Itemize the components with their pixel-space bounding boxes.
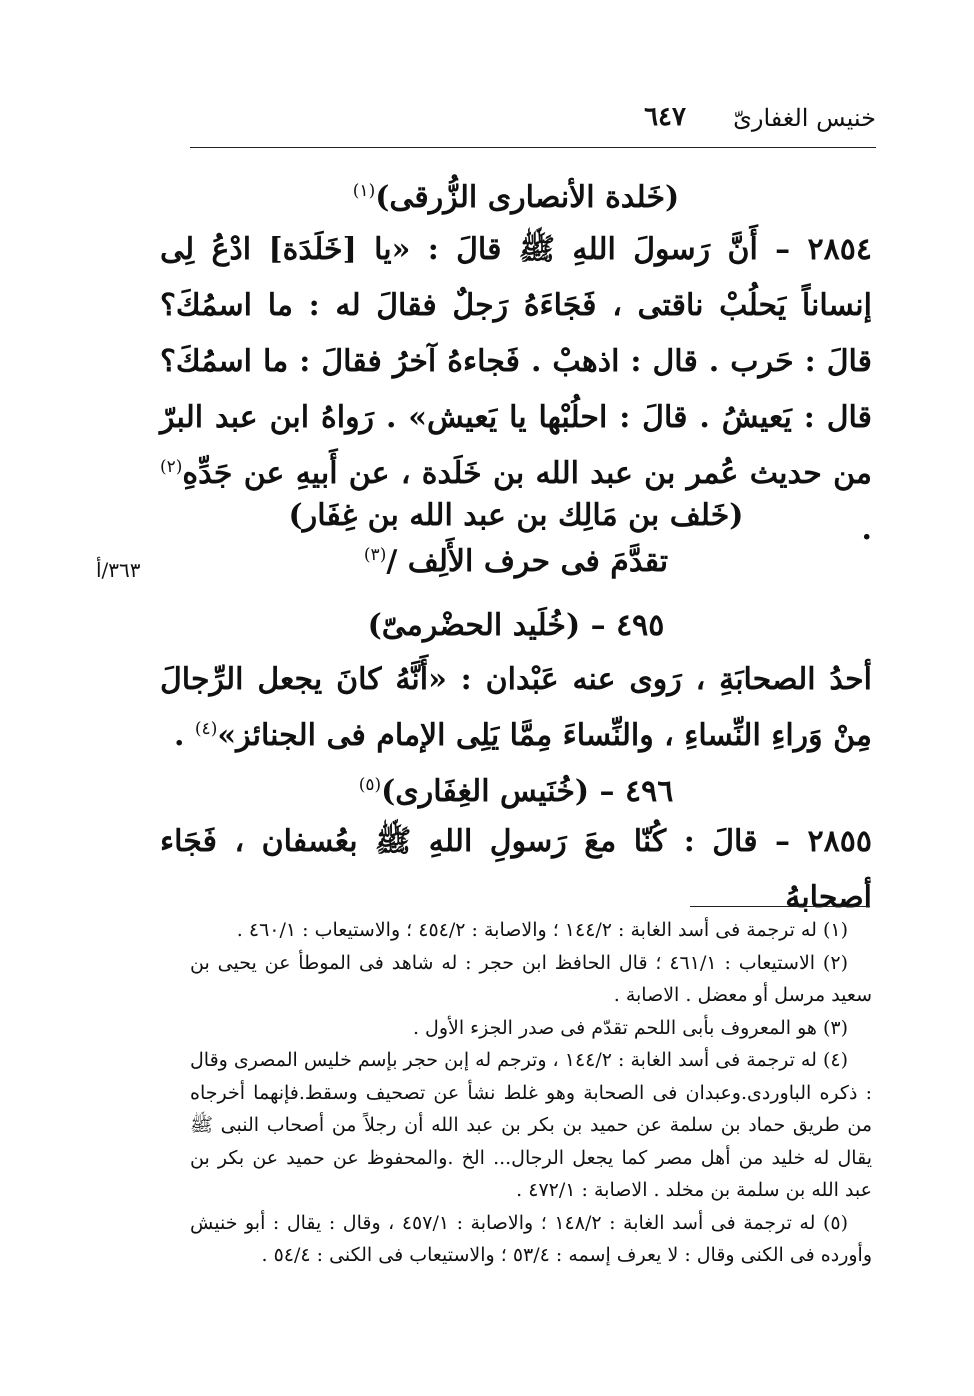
- entry-title: (خَلدة الأنصارى الزُّرقى): [375, 180, 680, 215]
- biography-paragraph-khulayd: [160, 652, 872, 764]
- running-title: خنيس الغفارىّ: [733, 104, 876, 132]
- cross-reference-line: [160, 540, 872, 584]
- entry-heading-khalaf: [160, 494, 872, 538]
- footnote-2: (٢) الاستيعاب : ٤٦١/١ ؛ قال الحافظ ابن حجر : له شاهد فى الموطأ عن يحيى بن سعيد مرسل أو معضل . الاصابة .: [190, 951, 872, 1006]
- hadith-text: – قالَ : كُنّا معَ رَسولِ اللهِ ﷺ بعُسفان ، فَجَاء أصحابهُ: [160, 824, 872, 915]
- footnote-ref: (٤): [194, 719, 218, 739]
- hadith-text: – أَنَّ رَسولَ اللهِ ﷺ قالَ : «يا [خَلَدَة] ادْعُ لِى إنساناً يَحلُبْ ناقتى ، فَجَاءَهُ رَجلٌ فقالَ له : ما اسمُكَ؟ قالَ : حَرب . قال : اذهبْ . فَجاءهُ آخرُ فقالَ : ما اسمُكَ؟ قال : يَعيشُ . قالَ : احلُبْها يا يَعيش» . رَواهُ ابن عبد البرّ من حديث عُمر بن عبد الله بن خَلَدة ، عن أَبيهِ عن جَدِّهِ: [160, 232, 872, 491]
- hadith-paragraph-2855: [160, 814, 872, 926]
- punctuation: .: [174, 718, 195, 753]
- entry-title: ٤٩٥ – (خُلَيد الحضْرمىّ): [367, 608, 665, 643]
- hadith-number: ٢٨٥٤: [807, 232, 872, 267]
- page-header: [190, 100, 876, 140]
- footnote-ref: (٥): [358, 775, 382, 795]
- entry-title: ٤٩٦ – (خُنَيس الغِفَارى): [381, 774, 674, 809]
- footnote-5: (٥) له ترجمة فى أسد الغابة : ١٤٨/٢ ؛ والاصابة : ٤٥٧/١ ، وقال : يقال : أبو خنيش وأورده فى الكنى وقال : لا يعرف إسمه : ٥٣/٤ ؛ والاستيعاب فى الكنى : ٥٤/٤ .: [190, 1211, 872, 1266]
- footnote-rule: [690, 906, 870, 907]
- footnote-4: (٤) له ترجمة فى أسد الغابة : ١٤٤/٢ ، وترجم له إبن حجر بإسم خليس المصرى وقال : ذكره الباوردى.وعبدان فى الصحابة وهو غلط نشأ عن تصحيف وسقط.فإنهما أخرجاه من طريق حماد بن سلمة عن حميد بن بكر بن عبد الله أن رجلاً من أصحاب النبى ﷺ يقال له خليد من أهل مصر كما يجعل الرجال... الخ .والمحفوظ عن حميد عن بكر بن عبد الله بن سلمة بن مخلد . الاصابة : ٤٧٢/١ .: [190, 1049, 872, 1201]
- header-rule: [190, 147, 876, 148]
- entry-heading-khunays: [160, 770, 872, 814]
- entry-heading-khalda: [160, 176, 872, 220]
- entry-title: (خَلف بن مَالِك بن عبد الله بن غِفَار): [288, 498, 744, 533]
- punctuation: .: [861, 512, 872, 547]
- footnote-3: (٣) هو المعروف بأبى اللحم تقدّم فى صدر الجزء الأول .: [412, 1016, 848, 1039]
- manuscript-folio-note: ٣٦٣/أ: [96, 558, 141, 582]
- entry-heading-khulayd: [160, 604, 872, 648]
- cross-reference-text: تقدَّمَ فى حرف الأَلِف /: [386, 544, 669, 579]
- footnote-ref: (١): [352, 181, 376, 201]
- biography-text: أحدُ الصحابَةِ ، رَوى عنه عَبْدان : «أَنَّهُ كانَ يجعل الرِّجالَ مِنْ وَراءِ النِّساءِ ، والنِّساءَ مِمَّا يَلِى الإمام فى الجنائز»: [160, 662, 872, 753]
- footnotes-section: [190, 914, 872, 1272]
- footnote-1: (١) له ترجمة فى أسد الغابة : ١٤٤/٢ ؛ والاصابة : ٤٥٤/٢ ؛ والاستيعاب : ٤٦٠/١ .: [236, 919, 848, 941]
- footnote-ref: (٢): [160, 457, 183, 477]
- hadith-number: ٢٨٥٥: [807, 824, 872, 859]
- page-number: ٦٤٧: [644, 102, 686, 132]
- footnote-ref: (٣): [363, 545, 387, 565]
